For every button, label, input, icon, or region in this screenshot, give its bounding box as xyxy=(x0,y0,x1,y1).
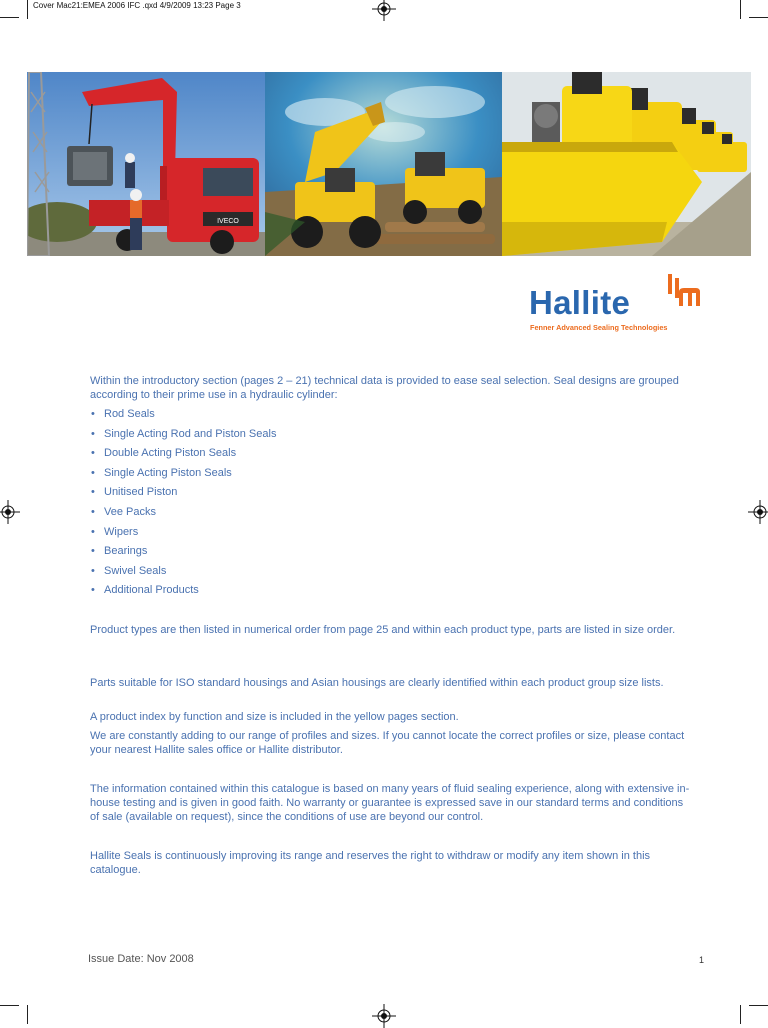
list-item: • Single Acting Rod and Piston Seals xyxy=(90,427,276,447)
wheel-loader-row-photo xyxy=(502,72,751,256)
list-item: • Double Acting Piston Seals xyxy=(90,446,276,466)
hallite-logo xyxy=(528,274,703,334)
iso-housings-paragraph: Parts suitable for ISO standard housings and Asian housings are clearly identified within each product group size lists. xyxy=(90,677,664,689)
seal-design-list xyxy=(90,407,276,603)
registration-mark-icon xyxy=(372,0,396,21)
logo-tagline: Fenner Advanced Sealing Technologies xyxy=(530,323,668,332)
truck-brand-label: IVECO xyxy=(217,218,239,225)
contact-paragraph: We are constantly adding to our range of profiles and sizes. If you cannot locate the correct profiles or size, please contact your nearest Hallite sales office or Hallite distributor. xyxy=(90,730,685,756)
product-order-paragraph: Product types are then listed in numerical order from page 25 and within each product type, parts are listed in size order. xyxy=(90,624,676,636)
list-item: • Single Acting Piston Seals xyxy=(90,466,276,486)
list-item: • Swivel Seals xyxy=(90,564,276,584)
intro-paragraph: Within the introductory section (pages 2 – 21) technical data is provided to ease seal selection. Seal designs are grouped according to their prime use in a hydraulic cylinder: xyxy=(90,375,679,401)
crane-truck-photo xyxy=(27,72,265,256)
warranty-paragraph: The information contained within this catalogue is based on many years of fluid sealing experience, along with extensive in-house testing and is given in good faith. No warranty or guarantee is expressed save in our standard terms and conditions of sale (available on request), since the conditions of use are beyond our control. xyxy=(90,783,690,823)
logo-wordmark: Hallite xyxy=(529,284,631,321)
list-item: • Unitised Piston xyxy=(90,485,276,505)
registration-mark-icon xyxy=(372,1004,396,1028)
registration-mark-icon xyxy=(748,500,768,524)
list-item: • Wipers xyxy=(90,525,276,545)
list-item: • Rod Seals xyxy=(90,407,276,427)
registration-mark-icon xyxy=(0,500,20,524)
page-number: 1 xyxy=(699,955,705,965)
improvement-paragraph: Hallite Seals is continuously improving its range and reserves the right to withdraw or modify any item shown in this catalogue. xyxy=(90,850,651,876)
issue-date: Issue Date: Nov 2008 xyxy=(88,953,194,965)
list-item: • Vee Packs xyxy=(90,505,276,525)
list-item: • Bearings xyxy=(90,544,276,564)
hallite-emblem-icon xyxy=(666,274,700,310)
forestry-loader-photo xyxy=(265,72,502,256)
list-item: • Additional Products xyxy=(90,583,276,603)
header-photo-strip xyxy=(27,72,751,256)
print-slug: Cover Mac21:EMEA 2006 IFC .qxd 4/9/2009 13:23 Page 3 xyxy=(33,1,241,10)
product-index-paragraph: A product index by function and size is included in the yellow pages section. xyxy=(90,711,459,723)
